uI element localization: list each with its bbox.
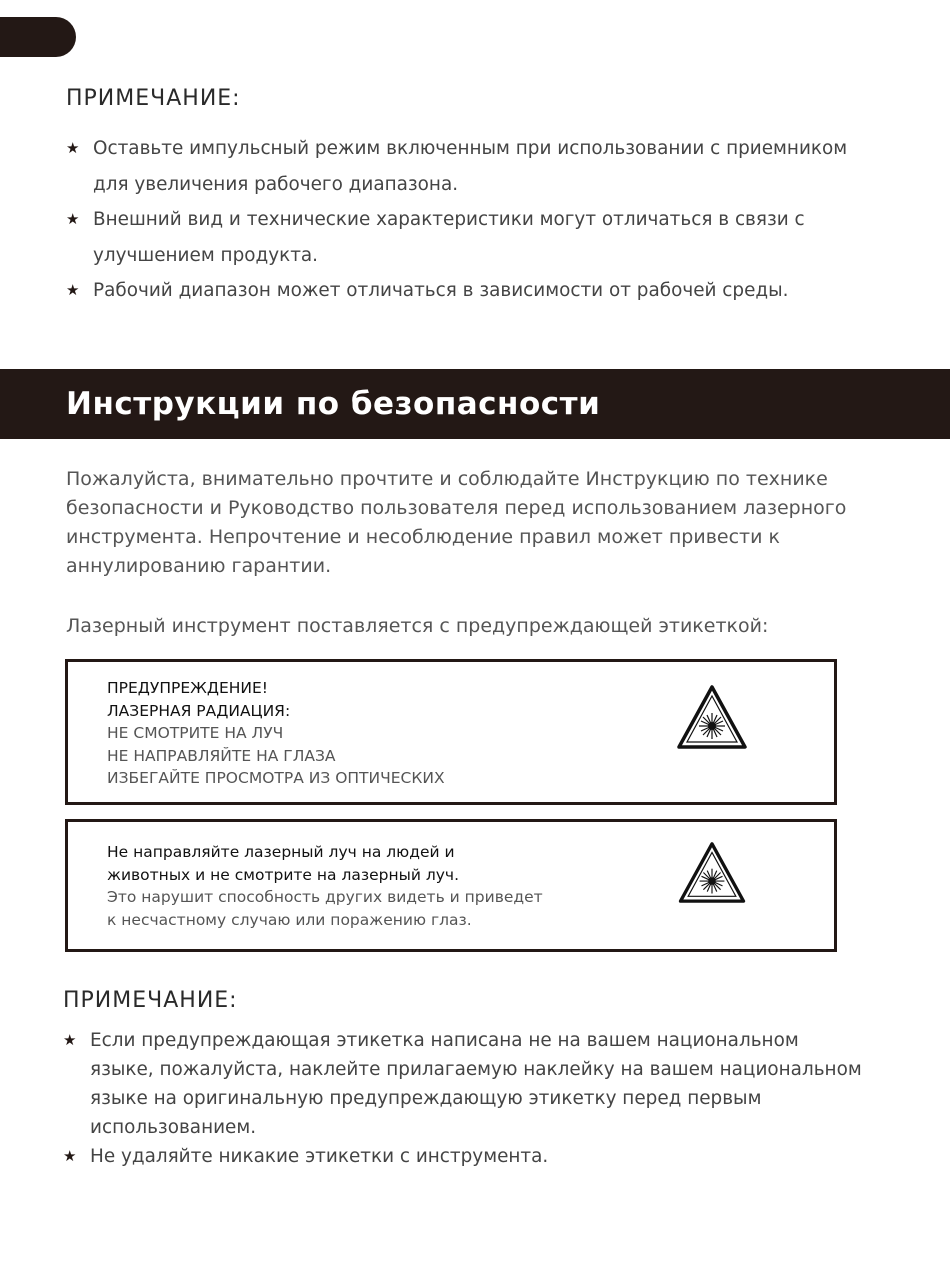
section-header-band (0, 369, 950, 439)
list-item: ★ Не удаляйте никакие этикетки с инструмента. (63, 1142, 862, 1171)
section-title: Инструкции по безопасности (66, 386, 601, 422)
laser-warning-icon (676, 684, 748, 750)
caution-label-text: Не направляйте лазерный луч на людей и животных и не смотрите на лазерный луч. Это нарушит способность других видеть и приведет к несчастному случаю или поражению глаз. (107, 843, 543, 929)
laser-warning-icon (677, 841, 747, 904)
warning-label-text: ПРЕДУПРЕЖДЕНИЕ! ЛАЗЕРНАЯ РАДИАЦИЯ: НЕ СМОТРИТЕ НА ЛУЧ НЕ НАПРАВЛЯЙТЕ НА ГЛАЗА ИЗБЕГАЙТЕ ПРОСМОТРА ИЗ ОПТИЧЕСКИХ (107, 679, 445, 787)
star-bullet-icon: ★ (63, 1147, 77, 1165)
note-title: ПРИМЕЧАНИЕ: (66, 86, 241, 111)
star-bullet-icon: ★ (63, 1031, 77, 1049)
star-bullet-icon: ★ (66, 210, 80, 228)
warning-label-box (65, 659, 837, 805)
page-tab-marker (0, 17, 76, 57)
list-item: ★ Внешний вид и технические характеристики могут отличаться в связи с улучшением продукта. (66, 202, 847, 273)
star-bullet-icon: ★ (66, 281, 80, 299)
label-intro-text: Лазерный инструмент поставляется с предупреждающей этикеткой: (66, 615, 769, 637)
caution-label-box (65, 819, 837, 952)
note-list (66, 131, 847, 309)
list-item: ★ Оставьте импульсный режим включенным при использовании с приемником для увеличения рабочего диапазона. (66, 131, 847, 202)
list-item: ★ Если предупреждающая этикетка написана не на вашем национальном языке, пожалуйста, наклейте прилагаемую наклейку на вашем национальном языке на оригинальную предупреждающую этикетку перед первым использованием. (63, 1026, 862, 1142)
note-title: ПРИМЕЧАНИЕ: (63, 988, 238, 1013)
note-list (63, 1026, 862, 1171)
list-item: ★ Рабочий диапазон может отличаться в зависимости от рабочей среды. (66, 273, 847, 309)
star-bullet-icon: ★ (66, 139, 80, 157)
intro-paragraph: Пожалуйста, внимательно прочтите и соблюдайте Инструкцию по технике безопасности и Руководство пользователя перед использованием лазерного инструмента. Непрочтение и несоблюдение правил может привести к аннулированию гарантии. (66, 468, 847, 577)
